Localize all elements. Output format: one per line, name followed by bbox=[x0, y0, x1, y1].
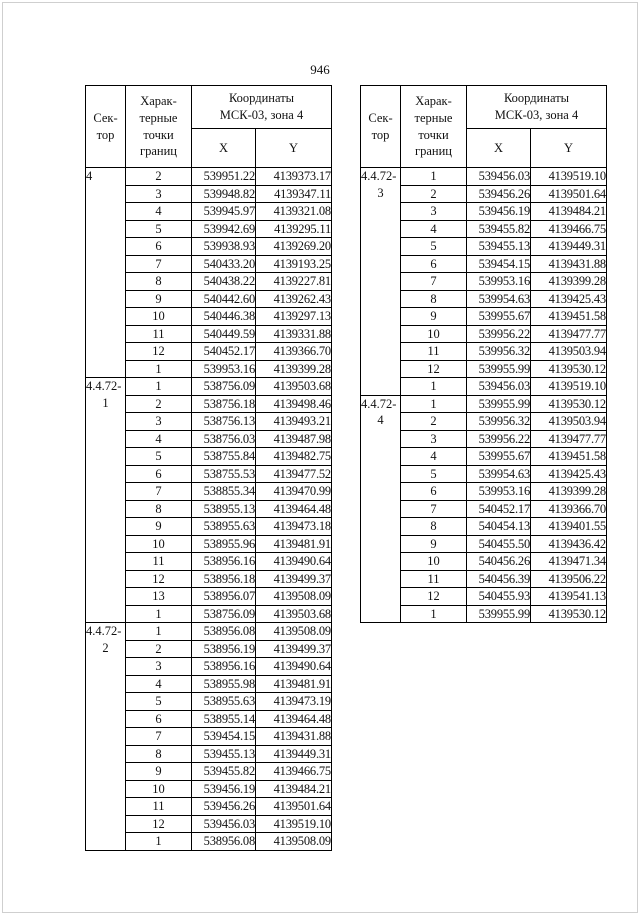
y-coordinate-cell: 4139490.64 bbox=[256, 553, 332, 571]
point-number-cell: 1 bbox=[401, 605, 467, 623]
y-coordinate-cell: 4139464.48 bbox=[256, 710, 332, 728]
x-coordinate-cell: 539948.82 bbox=[192, 185, 256, 203]
point-number-cell: 4 bbox=[126, 430, 192, 448]
x-coordinate-cell: 539954.63 bbox=[467, 290, 531, 308]
x-coordinate-cell: 538756.09 bbox=[192, 378, 256, 396]
point-number-cell: 4 bbox=[126, 203, 192, 221]
x-coordinate-cell: 538955.63 bbox=[192, 518, 256, 536]
y-coordinate-cell: 4139508.09 bbox=[256, 833, 332, 851]
x-coordinate-cell: 540452.17 bbox=[192, 343, 256, 361]
point-number-cell: 8 bbox=[126, 745, 192, 763]
y-coordinate-cell: 4139425.43 bbox=[531, 290, 607, 308]
x-coordinate-cell: 539942.69 bbox=[192, 220, 256, 238]
point-number-cell: 7 bbox=[126, 483, 192, 501]
y-coordinate-cell: 4139373.17 bbox=[256, 168, 332, 186]
x-coordinate-cell: 539456.26 bbox=[467, 185, 531, 203]
y-coordinate-cell: 4139366.70 bbox=[531, 500, 607, 518]
y-coordinate-cell: 4139399.28 bbox=[256, 360, 332, 378]
x-coordinate-cell: 539953.16 bbox=[467, 273, 531, 291]
point-number-cell: 5 bbox=[126, 693, 192, 711]
table-body-left bbox=[86, 168, 332, 851]
x-coordinate-cell: 539455.82 bbox=[467, 220, 531, 238]
page-number: 946 bbox=[310, 62, 330, 77]
x-coordinate-cell: 539945.97 bbox=[192, 203, 256, 221]
y-coordinate-cell: 4139508.09 bbox=[256, 588, 332, 606]
x-coordinate-cell: 539454.15 bbox=[192, 728, 256, 746]
point-number-cell: 4 bbox=[401, 448, 467, 466]
x-coordinate-cell: 538755.84 bbox=[192, 448, 256, 466]
y-coordinate-cell: 4139331.88 bbox=[256, 325, 332, 343]
x-coordinate-cell: 539938.93 bbox=[192, 238, 256, 256]
y-coordinate-cell: 4139431.88 bbox=[531, 255, 607, 273]
y-coordinate-cell: 4139466.75 bbox=[531, 220, 607, 238]
x-coordinate-cell: 539951.22 bbox=[192, 168, 256, 186]
point-number-cell: 1 bbox=[126, 833, 192, 851]
table-row bbox=[361, 395, 607, 413]
point-number-cell: 4 bbox=[126, 675, 192, 693]
point-number-cell: 3 bbox=[126, 185, 192, 203]
point-number-cell: 3 bbox=[126, 658, 192, 676]
y-coordinate-cell: 4139295.11 bbox=[256, 220, 332, 238]
y-coordinate-cell: 4139321.08 bbox=[256, 203, 332, 221]
y-coordinate-cell: 4139436.42 bbox=[531, 535, 607, 553]
point-number-cell: 1 bbox=[126, 605, 192, 623]
point-number-cell: 9 bbox=[401, 535, 467, 553]
sector-cell: 4.4.72- 3 bbox=[361, 168, 401, 396]
x-coordinate-cell: 538956.08 bbox=[192, 623, 256, 641]
y-coordinate-cell: 4139482.75 bbox=[256, 448, 332, 466]
y-coordinate-cell: 4139262.43 bbox=[256, 290, 332, 308]
point-number-cell: 11 bbox=[401, 343, 467, 361]
x-coordinate-cell: 540456.26 bbox=[467, 553, 531, 571]
table-body-right bbox=[361, 168, 607, 623]
y-coordinate-cell: 4139484.21 bbox=[256, 780, 332, 798]
point-number-cell: 6 bbox=[126, 710, 192, 728]
header-coordinates: Координаты МСК-03, зона 4 bbox=[192, 86, 332, 129]
y-coordinate-cell: 4139470.99 bbox=[256, 483, 332, 501]
point-number-cell: 1 bbox=[126, 623, 192, 641]
x-coordinate-cell: 539456.03 bbox=[192, 815, 256, 833]
point-number-cell: 3 bbox=[126, 413, 192, 431]
point-number-cell: 13 bbox=[126, 588, 192, 606]
x-coordinate-cell: 538956.07 bbox=[192, 588, 256, 606]
x-coordinate-cell: 538955.13 bbox=[192, 500, 256, 518]
y-coordinate-cell: 4139449.31 bbox=[256, 745, 332, 763]
sector-cell: 4.4.72- 1 bbox=[86, 378, 126, 623]
y-coordinate-cell: 4139484.21 bbox=[531, 203, 607, 221]
x-coordinate-cell: 540455.50 bbox=[467, 535, 531, 553]
point-number-cell: 8 bbox=[401, 518, 467, 536]
point-number-cell: 2 bbox=[401, 413, 467, 431]
sector-cell: 4.4.72- 4 bbox=[361, 395, 401, 623]
x-coordinate-cell: 539955.67 bbox=[467, 448, 531, 466]
y-coordinate-cell: 4139451.58 bbox=[531, 308, 607, 326]
point-number-cell: 8 bbox=[126, 500, 192, 518]
y-coordinate-cell: 4139227.81 bbox=[256, 273, 332, 291]
point-number-cell: 9 bbox=[126, 518, 192, 536]
x-coordinate-cell: 539953.16 bbox=[467, 483, 531, 501]
y-coordinate-cell: 4139541.13 bbox=[531, 588, 607, 606]
x-coordinate-cell: 539456.19 bbox=[192, 780, 256, 798]
x-coordinate-cell: 538955.98 bbox=[192, 675, 256, 693]
point-number-cell: 11 bbox=[126, 325, 192, 343]
x-coordinate-cell: 538956.16 bbox=[192, 658, 256, 676]
y-coordinate-cell: 4139464.48 bbox=[256, 500, 332, 518]
x-coordinate-cell: 539455.13 bbox=[192, 745, 256, 763]
y-coordinate-cell: 4139473.19 bbox=[256, 693, 332, 711]
y-coordinate-cell: 4139519.10 bbox=[256, 815, 332, 833]
y-coordinate-cell: 4139425.43 bbox=[531, 465, 607, 483]
x-coordinate-cell: 540446.38 bbox=[192, 308, 256, 326]
point-number-cell: 7 bbox=[401, 273, 467, 291]
y-coordinate-cell: 4139451.58 bbox=[531, 448, 607, 466]
x-coordinate-cell: 539955.67 bbox=[467, 308, 531, 326]
point-number-cell: 12 bbox=[401, 588, 467, 606]
y-coordinate-cell: 4139466.75 bbox=[256, 763, 332, 781]
y-coordinate-cell: 4139501.64 bbox=[531, 185, 607, 203]
x-coordinate-cell: 538756.09 bbox=[192, 605, 256, 623]
x-coordinate-cell: 538956.16 bbox=[192, 553, 256, 571]
x-coordinate-cell: 540456.39 bbox=[467, 570, 531, 588]
y-coordinate-cell: 4139347.11 bbox=[256, 185, 332, 203]
x-coordinate-cell: 539455.13 bbox=[467, 238, 531, 256]
x-coordinate-cell: 540454.13 bbox=[467, 518, 531, 536]
point-number-cell: 7 bbox=[126, 255, 192, 273]
y-coordinate-cell: 4139519.10 bbox=[531, 378, 607, 396]
point-number-cell: 10 bbox=[126, 308, 192, 326]
point-number-cell: 4 bbox=[401, 220, 467, 238]
y-coordinate-cell: 4139519.10 bbox=[531, 168, 607, 186]
y-coordinate-cell: 4139477.77 bbox=[531, 430, 607, 448]
point-number-cell: 11 bbox=[401, 570, 467, 588]
point-number-cell: 10 bbox=[401, 553, 467, 571]
y-coordinate-cell: 4139493.21 bbox=[256, 413, 332, 431]
y-coordinate-cell: 4139499.37 bbox=[256, 640, 332, 658]
y-coordinate-cell: 4139530.12 bbox=[531, 360, 607, 378]
y-coordinate-cell: 4139498.46 bbox=[256, 395, 332, 413]
y-coordinate-cell: 4139499.37 bbox=[256, 570, 332, 588]
y-coordinate-cell: 4139481.91 bbox=[256, 675, 332, 693]
x-coordinate-cell: 539956.32 bbox=[467, 343, 531, 361]
point-number-cell: 6 bbox=[126, 238, 192, 256]
x-coordinate-cell: 540452.17 bbox=[467, 500, 531, 518]
header-x: X bbox=[192, 129, 256, 168]
point-number-cell: 9 bbox=[126, 290, 192, 308]
header-x: X bbox=[467, 129, 531, 168]
point-number-cell: 9 bbox=[401, 308, 467, 326]
table-row bbox=[361, 168, 607, 186]
x-coordinate-cell: 538955.96 bbox=[192, 535, 256, 553]
y-coordinate-cell: 4139503.94 bbox=[531, 413, 607, 431]
point-number-cell: 8 bbox=[126, 273, 192, 291]
x-coordinate-cell: 539956.22 bbox=[467, 325, 531, 343]
y-coordinate-cell: 4139269.20 bbox=[256, 238, 332, 256]
point-number-cell: 1 bbox=[401, 168, 467, 186]
point-number-cell: 11 bbox=[126, 553, 192, 571]
x-coordinate-cell: 540442.60 bbox=[192, 290, 256, 308]
y-coordinate-cell: 4139503.68 bbox=[256, 605, 332, 623]
y-coordinate-cell: 4139487.98 bbox=[256, 430, 332, 448]
y-coordinate-cell: 4139297.13 bbox=[256, 308, 332, 326]
point-number-cell: 11 bbox=[126, 798, 192, 816]
point-number-cell: 7 bbox=[126, 728, 192, 746]
y-coordinate-cell: 4139501.64 bbox=[256, 798, 332, 816]
y-coordinate-cell: 4139477.52 bbox=[256, 465, 332, 483]
x-coordinate-cell: 538756.18 bbox=[192, 395, 256, 413]
point-number-cell: 12 bbox=[401, 360, 467, 378]
x-coordinate-cell: 539456.19 bbox=[467, 203, 531, 221]
x-coordinate-cell: 538956.18 bbox=[192, 570, 256, 588]
x-coordinate-cell: 539456.03 bbox=[467, 378, 531, 396]
x-coordinate-cell: 539956.22 bbox=[467, 430, 531, 448]
y-coordinate-cell: 4139399.28 bbox=[531, 273, 607, 291]
header-coordinates: Координаты МСК-03, зона 4 bbox=[467, 86, 607, 129]
header-y: Y bbox=[531, 129, 607, 168]
point-number-cell: 10 bbox=[401, 325, 467, 343]
point-number-cell: 2 bbox=[126, 640, 192, 658]
x-coordinate-cell: 538955.63 bbox=[192, 693, 256, 711]
point-number-cell: 1 bbox=[401, 378, 467, 396]
point-number-cell: 6 bbox=[401, 483, 467, 501]
sector-cell: 4 bbox=[86, 168, 126, 378]
x-coordinate-cell: 539454.15 bbox=[467, 255, 531, 273]
y-coordinate-cell: 4139508.09 bbox=[256, 623, 332, 641]
point-number-cell: 8 bbox=[401, 290, 467, 308]
y-coordinate-cell: 4139366.70 bbox=[256, 343, 332, 361]
x-coordinate-cell: 539456.26 bbox=[192, 798, 256, 816]
point-number-cell: 1 bbox=[126, 378, 192, 396]
x-coordinate-cell: 538956.19 bbox=[192, 640, 256, 658]
table-row bbox=[86, 168, 332, 186]
coordinates-table-right bbox=[360, 85, 607, 623]
coordinates-table-left bbox=[85, 85, 332, 851]
y-coordinate-cell: 4139503.94 bbox=[531, 343, 607, 361]
x-coordinate-cell: 539953.16 bbox=[192, 360, 256, 378]
y-coordinate-cell: 4139530.12 bbox=[531, 395, 607, 413]
point-number-cell: 2 bbox=[126, 395, 192, 413]
x-coordinate-cell: 539955.99 bbox=[467, 360, 531, 378]
x-coordinate-cell: 540433.20 bbox=[192, 255, 256, 273]
table-row bbox=[86, 623, 332, 641]
y-coordinate-cell: 4139473.18 bbox=[256, 518, 332, 536]
header-sector: Сек- тор bbox=[361, 86, 401, 168]
y-coordinate-cell: 4139193.25 bbox=[256, 255, 332, 273]
x-coordinate-cell: 538955.14 bbox=[192, 710, 256, 728]
x-coordinate-cell: 540455.93 bbox=[467, 588, 531, 606]
x-coordinate-cell: 538756.13 bbox=[192, 413, 256, 431]
point-number-cell: 6 bbox=[126, 465, 192, 483]
x-coordinate-cell: 540449.59 bbox=[192, 325, 256, 343]
y-coordinate-cell: 4139506.22 bbox=[531, 570, 607, 588]
point-number-cell: 12 bbox=[126, 570, 192, 588]
x-coordinate-cell: 539956.32 bbox=[467, 413, 531, 431]
x-coordinate-cell: 539955.99 bbox=[467, 605, 531, 623]
x-coordinate-cell: 539455.82 bbox=[192, 763, 256, 781]
point-number-cell: 5 bbox=[126, 448, 192, 466]
point-number-cell: 1 bbox=[401, 395, 467, 413]
y-coordinate-cell: 4139490.64 bbox=[256, 658, 332, 676]
y-coordinate-cell: 4139399.28 bbox=[531, 483, 607, 501]
y-coordinate-cell: 4139481.91 bbox=[256, 535, 332, 553]
point-number-cell: 5 bbox=[401, 238, 467, 256]
header-sector: Сек- тор bbox=[86, 86, 126, 168]
point-number-cell: 2 bbox=[401, 185, 467, 203]
point-number-cell: 9 bbox=[126, 763, 192, 781]
point-number-cell: 5 bbox=[401, 465, 467, 483]
point-number-cell: 3 bbox=[401, 203, 467, 221]
point-number-cell: 12 bbox=[126, 343, 192, 361]
x-coordinate-cell: 539456.03 bbox=[467, 168, 531, 186]
x-coordinate-cell: 539954.63 bbox=[467, 465, 531, 483]
header-y: Y bbox=[256, 129, 332, 168]
point-number-cell: 5 bbox=[126, 220, 192, 238]
x-coordinate-cell: 538855.34 bbox=[192, 483, 256, 501]
y-coordinate-cell: 4139449.31 bbox=[531, 238, 607, 256]
point-number-cell: 3 bbox=[401, 430, 467, 448]
sector-cell: 4.4.72- 2 bbox=[86, 623, 126, 851]
y-coordinate-cell: 4139471.34 bbox=[531, 553, 607, 571]
point-number-cell: 7 bbox=[401, 500, 467, 518]
point-number-cell: 10 bbox=[126, 780, 192, 798]
point-number-cell: 10 bbox=[126, 535, 192, 553]
header-points: Харак- терные точки границ bbox=[401, 86, 467, 168]
x-coordinate-cell: 538956.08 bbox=[192, 833, 256, 851]
point-number-cell: 6 bbox=[401, 255, 467, 273]
x-coordinate-cell: 538756.03 bbox=[192, 430, 256, 448]
x-coordinate-cell: 538755.53 bbox=[192, 465, 256, 483]
point-number-cell: 2 bbox=[126, 168, 192, 186]
y-coordinate-cell: 4139401.55 bbox=[531, 518, 607, 536]
point-number-cell: 1 bbox=[126, 360, 192, 378]
y-coordinate-cell: 4139431.88 bbox=[256, 728, 332, 746]
x-coordinate-cell: 540438.22 bbox=[192, 273, 256, 291]
header-points: Харак- терные точки границ bbox=[126, 86, 192, 168]
table-row bbox=[86, 378, 332, 396]
point-number-cell: 12 bbox=[126, 815, 192, 833]
y-coordinate-cell: 4139530.12 bbox=[531, 605, 607, 623]
y-coordinate-cell: 4139477.77 bbox=[531, 325, 607, 343]
y-coordinate-cell: 4139503.68 bbox=[256, 378, 332, 396]
x-coordinate-cell: 539955.99 bbox=[467, 395, 531, 413]
